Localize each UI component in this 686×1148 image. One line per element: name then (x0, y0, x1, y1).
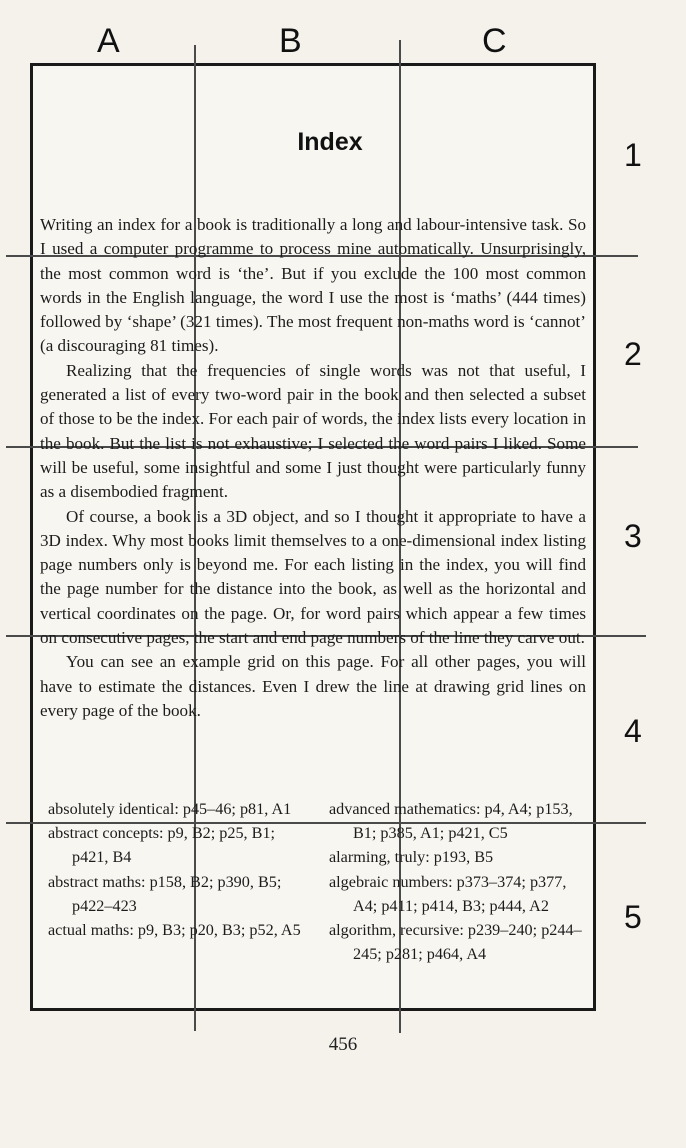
index-entry: algebraic numbers: p373–374; p377, A4; p411; p414, B3; p444, A2 (329, 872, 567, 915)
index-entry: absolutely identical: p45–46; p81, A1 (48, 800, 292, 818)
index-entry: actual maths: p9, B3; p20, B3; p52, A5 (48, 921, 301, 940)
paragraph: You can see an example grid on this page. For all other pages, you will have to estimate the distances. Even I drew the line at drawing grid lines on every page of the book. (40, 652, 586, 720)
grid-row-label-1: 1 (624, 137, 642, 173)
grid-row-label-4: 4 (624, 713, 642, 749)
index-entry: advanced mathematics: p4, A4; p153, B1; p385, A1; p421, C5 (329, 800, 573, 843)
paragraph: Realizing that the frequencies of single words was not that useful, I generated a list of every two-word pair in the book and then selected a subset of those to be the index. For each pair of words, the index lists every location in the book. But the list is not exhaustive; I selected the word pairs I liked. Some will be useful, some insightful and some I just thought were particularly funny as a disembodied fragment. (40, 360, 586, 502)
grid-column-label-b: B (279, 22, 302, 60)
page-number: 456 (328, 1034, 358, 1055)
page-title (0, 128, 686, 157)
index-entry: algorithm, recursive: p239–240; p244–245; p281; p464, A4 (329, 921, 582, 964)
grid-row-label-3: 3 (624, 518, 642, 554)
grid-column-label-c: C (482, 22, 507, 60)
index-column-left (48, 797, 308, 942)
index-entry: abstract concepts: p9, B2; p25, B1; p421, B4 (48, 824, 276, 867)
paragraph: Of course, a book is a 3D object, and so I thought it appropriate to have a 3D index. Why most books limit themselves to a one-dimensional index listing page numbers only is beyond me. For each listing in the index, you will find the page number for the distance into the book, as well as the horizontal and vertical coordinates on the page. Or, for word pairs which appear a few times on consecutive pages, the start and end page numbers of the line they carve out. (40, 506, 586, 648)
index-entry: alarming, truly: p193, B5 (329, 848, 494, 867)
index-entry: abstract maths: p158, B2; p390, B5; p422–423 (48, 872, 282, 915)
page-title-text: Index (297, 128, 363, 156)
grid-column-label-a: A (97, 22, 120, 60)
grid-row-label-5: 5 (624, 899, 642, 935)
grid-row-label-2: 2 (624, 336, 642, 372)
index-column-right (329, 797, 589, 966)
intro-text (40, 213, 586, 723)
paragraph: Writing an index for a book is traditionally a long and labour-intensive task. So I used a computer programme to process mine automatically. Unsurprisingly, the most common word is ‘the’. But if you exclude the 100 most common words in the English language, the word I use the most is ‘maths’ (444 times) followed by ‘shape’ (321 times). The most frequent non-maths word is ‘cannot’ (a discouraging 81 times). (40, 215, 586, 356)
